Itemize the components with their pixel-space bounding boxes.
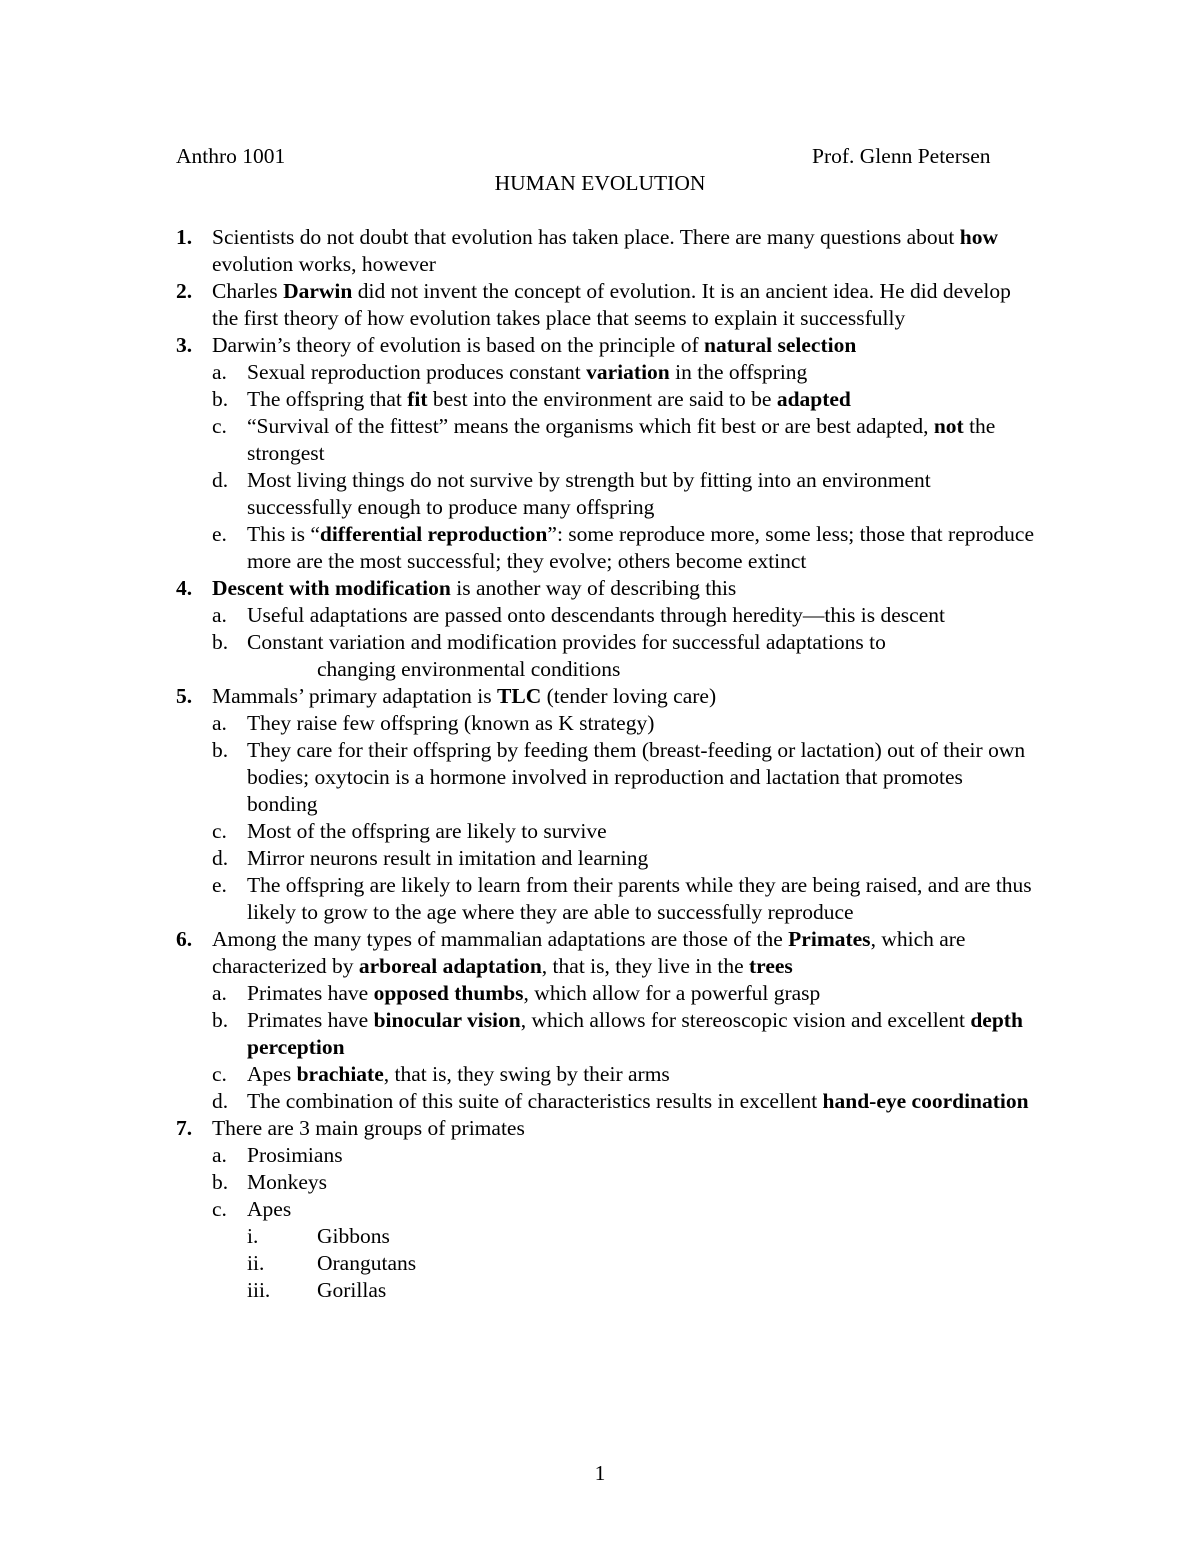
bold-term: natural selection: [704, 333, 857, 357]
sub-item: [176, 629, 1036, 656]
item-number: 6.: [176, 927, 193, 951]
outline-item: [176, 926, 1036, 980]
sub-item: [176, 1088, 1036, 1115]
sub-item-text: [247, 1143, 343, 1167]
sub-item-text: [247, 819, 607, 843]
text-run: Sexual reproduction produces constant: [247, 360, 587, 384]
sub-item-text: [247, 522, 1034, 573]
professor-name: Prof. Glenn Petersen: [812, 144, 991, 168]
text-run: The offspring are likely to learn from their parents while they are being raised, and are thus likely to grow to the age where they are able to successfully reproduce: [247, 873, 1032, 924]
sub-item-text: [247, 468, 931, 519]
text-run: evolution works, however: [212, 252, 436, 276]
text-run: Primates have: [247, 1008, 374, 1032]
sub-item-text: [247, 1062, 670, 1086]
sub-item-text: [247, 630, 886, 654]
text-run: Scientists do not doubt that evolution has taken place. There are many questions about: [212, 225, 960, 249]
sub-item: [176, 359, 1036, 386]
sub-sub-item-text: Gorillas: [317, 1278, 387, 1302]
sub-sub-item: [176, 1250, 1036, 1277]
outline-item: [176, 332, 1036, 359]
bold-term: hand-eye coordination: [822, 1089, 1029, 1113]
text-run: There are 3 main groups of primates: [212, 1116, 525, 1140]
text-run: , which allows for stereoscopic vision and excellent: [520, 1008, 971, 1032]
text-run: Most living things do not survive by strength but by fitting into an environment successfully enough to produce many offspring: [247, 468, 931, 519]
item-number: 4.: [176, 576, 193, 600]
outline-item: [176, 1115, 1036, 1142]
sub-item-text: [247, 1008, 1023, 1059]
sub-item-text: [247, 846, 648, 870]
text-run: Apes: [247, 1062, 297, 1086]
sub-item-letter: a.: [212, 360, 227, 384]
item-number: 7.: [176, 1116, 193, 1140]
text-run: , which are characterized by: [212, 927, 966, 978]
sub-sub-item: [176, 1277, 1036, 1304]
sub-item: [176, 1169, 1036, 1196]
sub-item-text: [247, 1197, 291, 1221]
bold-term: binocular vision: [373, 1008, 521, 1032]
bold-term: not: [933, 414, 964, 438]
bold-term: brachiate: [296, 1062, 384, 1086]
sub-item-text: [247, 873, 1032, 924]
sub-item-text: [247, 981, 820, 1005]
outline-item: [176, 575, 1036, 602]
text-run: They raise few offspring (known as K strategy): [247, 711, 655, 735]
text-run: best into the environment are said to be: [427, 387, 777, 411]
bold-term: adapted: [776, 387, 851, 411]
sub-item: [176, 1196, 1036, 1223]
outline-item: [176, 683, 1036, 710]
outline-item: [176, 278, 1036, 332]
course-name: Anthro 1001: [176, 144, 286, 168]
text-run: , which allow for a powerful grasp: [523, 981, 821, 1005]
text-run: Mirror neurons result in imitation and learning: [247, 846, 649, 870]
sub-item-letter: b.: [212, 738, 229, 762]
sub-item: [176, 1007, 1036, 1061]
sub-item: [176, 872, 1036, 926]
sub-item: [176, 602, 1036, 629]
bold-term: arboreal adaptation: [358, 954, 542, 978]
sub-item: [176, 521, 1036, 575]
text-run: did not invent the concept of evolution. It is an ancient idea. He did develop the first theory of how evolution takes place that seems to explain it successfully: [212, 279, 1011, 330]
sub-item-letter: d.: [212, 468, 229, 492]
bold-term: how: [959, 225, 998, 249]
sub-item: [176, 467, 1036, 521]
bold-term: fit: [407, 387, 428, 411]
page-number: 1: [594, 1461, 606, 1485]
sub-item-letter: c.: [212, 1062, 227, 1086]
sub-item-text: [247, 360, 807, 384]
text-run: in the offspring: [669, 360, 808, 384]
text-run: Mammals’ primary adaptation is: [212, 684, 498, 708]
sub-item: [176, 737, 1036, 818]
sub-item-letter: d.: [212, 1089, 229, 1113]
sub-item-letter: e.: [212, 522, 227, 546]
text-run: “Survival of the fittest” means the organisms which fit best or are best adapted,: [247, 414, 934, 438]
sub-item-letter: c.: [212, 414, 227, 438]
sub-item-letter: b.: [212, 630, 229, 654]
sub-item: [176, 710, 1036, 737]
sub-item-text: [247, 1089, 1029, 1113]
sub-item-letter: a.: [212, 603, 227, 627]
item-text: [212, 684, 716, 708]
text-run: The combination of this suite of characteristics results in excellent: [247, 1089, 823, 1113]
item-text: [212, 927, 965, 978]
text-run: Monkeys: [247, 1170, 328, 1194]
bold-term: Descent with modification: [212, 576, 451, 600]
item-text: [212, 333, 856, 357]
roman-numeral: ii.: [247, 1251, 265, 1275]
bold-term: Darwin: [283, 279, 353, 303]
text-run: Prosimians: [247, 1143, 343, 1167]
sub-item-letter: d.: [212, 846, 229, 870]
text-run: Most of the offspring are likely to survive: [247, 819, 607, 843]
bold-term: variation: [586, 360, 670, 384]
text-run: Charles: [212, 279, 284, 303]
sub-item-text: [247, 603, 945, 627]
item-text: [212, 1116, 525, 1140]
text-run: Useful adaptations are passed onto descendants through heredity—this is descent: [247, 603, 945, 627]
sub-item: [176, 818, 1036, 845]
bold-term: opposed thumbs: [373, 981, 524, 1005]
sub-item-text: [247, 414, 995, 465]
item-text: [212, 576, 736, 600]
sub-item-letter: b.: [212, 1170, 229, 1194]
text-run: Among the many types of mammalian adaptations are those of the: [212, 927, 789, 951]
item-number: 5.: [176, 684, 193, 708]
bold-term: Primates: [788, 927, 871, 951]
text-run: Constant variation and modification provides for successful adaptations to: [247, 630, 886, 654]
sub-item-text: [247, 711, 654, 735]
document-title: HUMAN EVOLUTION: [494, 171, 706, 195]
sub-item-text: [247, 738, 1025, 816]
text-run: This is “: [247, 522, 320, 546]
text-run: (tender loving care): [541, 684, 717, 708]
sub-item: [176, 1061, 1036, 1088]
sub-item: [176, 386, 1036, 413]
roman-numeral: i.: [247, 1224, 259, 1248]
sub-item-continuation: changing environmental conditions: [317, 657, 621, 681]
sub-sub-item-text: Gibbons: [317, 1224, 390, 1248]
sub-item-text: [247, 1170, 327, 1194]
sub-item-letter: a.: [212, 711, 227, 735]
sub-item: [176, 413, 1036, 467]
text-run: ”: some reproduce more, some less; those that reproduce more are the most successful; they evolve; others become extinct: [247, 522, 1034, 573]
text-run: Primates have: [247, 981, 374, 1005]
roman-numeral: iii.: [247, 1278, 271, 1302]
sub-item-text: [247, 387, 851, 411]
item-number: 3.: [176, 333, 193, 357]
sub-item-letter: b.: [212, 1008, 229, 1032]
sub-sub-item-text: Orangutans: [317, 1251, 417, 1275]
sub-item: [176, 845, 1036, 872]
outline-item: [176, 224, 1036, 278]
sub-item-letter: a.: [212, 1143, 227, 1167]
text-run: the strongest: [247, 414, 996, 465]
sub-item: [176, 1142, 1036, 1169]
text-run: is another way of describing this: [450, 576, 737, 600]
text-run: , that is, they swing by their arms: [383, 1062, 670, 1086]
text-run: , that is, they live in the: [541, 954, 749, 978]
sub-item-letter: c.: [212, 819, 227, 843]
sub-item: [176, 980, 1036, 1007]
bold-term: differential reproduction: [319, 522, 548, 546]
text-run: Darwin’s theory of evolution is based on the principle of: [212, 333, 705, 357]
sub-item-letter: b.: [212, 387, 229, 411]
text-run: They care for their offspring by feeding them (breast-feeding or lactation) out of their own bodies; oxytocin is a hormone involved in reproduction and lactation that promotes bonding: [247, 738, 1026, 816]
text-run: Apes: [247, 1197, 292, 1221]
bold-term: trees: [749, 954, 793, 978]
bold-term: depth perception: [247, 1008, 1023, 1059]
text-run: The offspring that: [247, 387, 408, 411]
bold-term: TLC: [497, 684, 542, 708]
item-text: [212, 279, 1011, 330]
sub-sub-item: [176, 1223, 1036, 1250]
item-number: 2.: [176, 279, 193, 303]
sub-item-letter: c.: [212, 1197, 227, 1221]
item-text: [212, 225, 998, 276]
sub-item-letter: e.: [212, 873, 227, 897]
sub-item-letter: a.: [212, 981, 227, 1005]
item-number: 1.: [176, 225, 193, 249]
outline-content: [176, 224, 1036, 1304]
